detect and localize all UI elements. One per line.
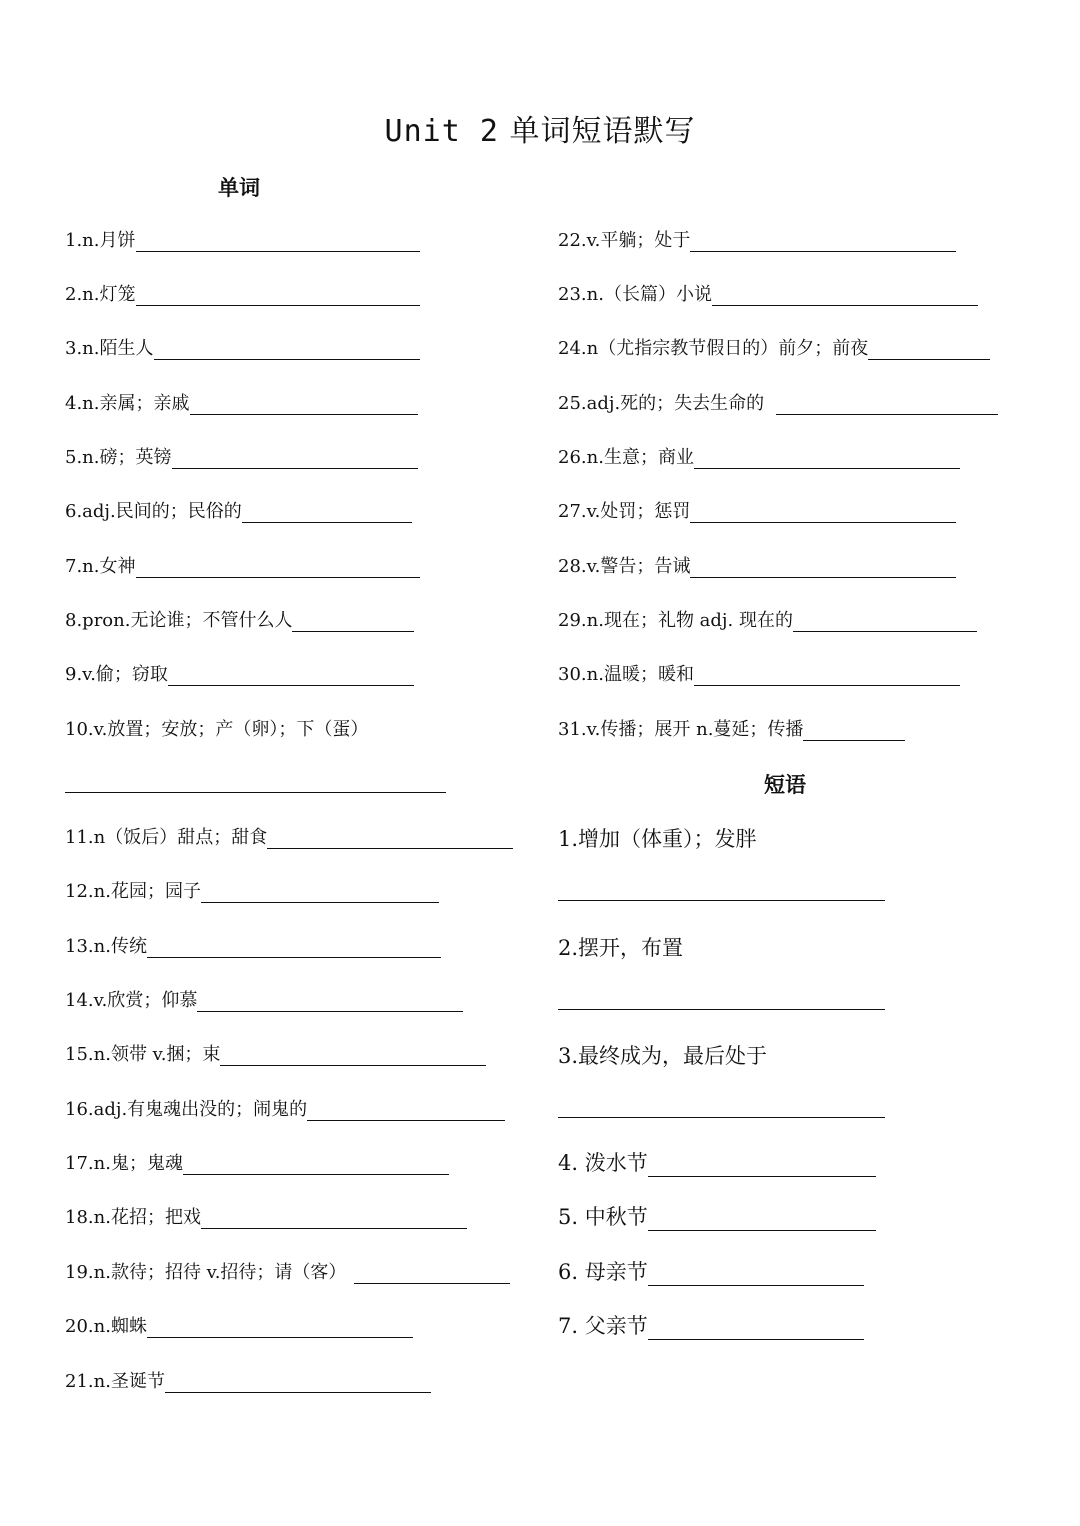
word-item-17: 17.n.鬼；鬼魂 [65,1149,449,1175]
word-item-5: 5.n.磅；英镑 [65,443,418,469]
word-item-29: 29.n.现在；礼物 adj. 现在的 [558,606,977,632]
answer-blank[interactable] [690,504,956,523]
answer-blank[interactable] [197,993,463,1012]
answer-blank[interactable] [201,1210,467,1229]
answer-blank[interactable] [136,559,420,578]
answer-blank[interactable] [648,1319,864,1340]
answer-blank[interactable] [694,667,960,686]
phrase-item-7: 7. 父亲节 [558,1312,864,1340]
word-item-24: 24.n（尤指宗教节假日的）前夕；前夜 [558,334,990,360]
word-item-6: 6.adj.民间的；民俗的 [65,497,412,523]
answer-blank[interactable] [868,341,990,360]
answer-blank[interactable] [648,1210,876,1231]
word-item-15: 15.n.领带 v.捆；束 [65,1040,486,1066]
word-item-22: 22.v.平躺；处于 [558,226,956,252]
word-item-8: 8.pron.无论谁；不管什么人 [65,606,414,632]
word-item-14: 14.v.欣赏；仰慕 [65,986,463,1012]
answer-blank[interactable] [136,287,420,306]
answer-blank[interactable] [648,1265,864,1286]
answer-blank[interactable] [776,396,998,415]
title-chinese: 单词短语默写 [509,114,696,149]
answer-blank[interactable] [558,900,885,901]
word-item-16: 16.adj.有鬼魂出没的；闹鬼的 [65,1095,505,1121]
phrase-item-3: 3.最终成为，最后处于 [558,1044,768,1068]
answer-blank[interactable] [793,613,977,632]
word-item-9: 9.v.偷；窃取 [65,660,414,686]
answer-blank[interactable] [694,450,960,469]
word-item-7: 7.n.女神 [65,552,420,578]
answer-blank[interactable] [154,341,420,360]
answer-blank[interactable] [147,1319,413,1338]
word-item-11: 11.n（饭后）甜点；甜食 [65,823,513,849]
answer-blank[interactable] [558,1117,885,1118]
word-item-27: 27.v.处罚；惩罚 [558,497,956,523]
answer-blank[interactable] [172,450,418,469]
answer-blank[interactable] [690,559,956,578]
answer-blank[interactable] [242,504,412,523]
word-item-30: 30.n.温暖；暖和 [558,660,960,686]
answer-blank[interactable] [136,233,420,252]
answer-blank[interactable] [147,939,441,958]
word-item-13: 13.n.传统 [65,932,441,958]
answer-blank[interactable] [183,1156,449,1175]
phrase-item-1: 1.增加（体重）；发胖 [558,827,757,851]
phrases-heading: 短语 [764,772,806,797]
answer-blank[interactable] [558,1009,885,1010]
word-item-26: 26.n.生意；商业 [558,443,960,469]
phrase-item-2: 2.摆开，布置 [558,936,684,960]
page-title [0,106,1080,150]
phrase-item-6: 6. 母亲节 [558,1258,864,1286]
answer-blank[interactable] [307,1102,505,1121]
answer-blank[interactable] [220,1047,486,1066]
word-item-2: 2.n.灯笼 [65,280,420,306]
word-item-25: 25.adj.死的；失去生命的 [558,389,998,415]
phrase-item-5: 5. 中秋节 [558,1203,876,1231]
title-english: Unit 2 [384,114,499,149]
word-item-28: 28.v.警告；告诫 [558,552,956,578]
answer-blank[interactable] [165,1374,431,1393]
word-item-19: 19.n.款待；招待 v.招待；请（客） [65,1258,510,1284]
word-item-3: 3.n.陌生人 [65,334,420,360]
answer-blank[interactable] [65,792,446,793]
answer-blank[interactable] [648,1156,876,1177]
words-heading: 单词 [218,175,260,200]
answer-blank[interactable] [168,667,414,686]
phrase-item-4: 4. 泼水节 [558,1149,876,1177]
answer-blank[interactable] [201,884,439,903]
word-item-21: 21.n.圣诞节 [65,1367,431,1393]
answer-blank[interactable] [803,722,905,741]
answer-blank[interactable] [354,1265,510,1284]
word-item-23: 23.n.（长篇）小说 [558,280,978,306]
answer-blank[interactable] [690,233,956,252]
word-item-10: 10.v.放置；安放；产（卵）；下（蛋） [65,719,369,740]
word-item-18: 18.n.花招；把戏 [65,1203,467,1229]
answer-blank[interactable] [267,830,513,849]
answer-blank[interactable] [712,287,978,306]
word-item-4: 4.n.亲属；亲戚 [65,389,418,415]
answer-blank[interactable] [292,613,414,632]
word-item-12: 12.n.花园；园子 [65,877,439,903]
word-item-1: 1.n.月饼 [65,226,420,252]
word-item-20: 20.n.蜘蛛 [65,1312,413,1338]
answer-blank[interactable] [190,396,418,415]
word-item-31: 31.v.传播；展开 n.蔓延；传播 [558,715,905,741]
